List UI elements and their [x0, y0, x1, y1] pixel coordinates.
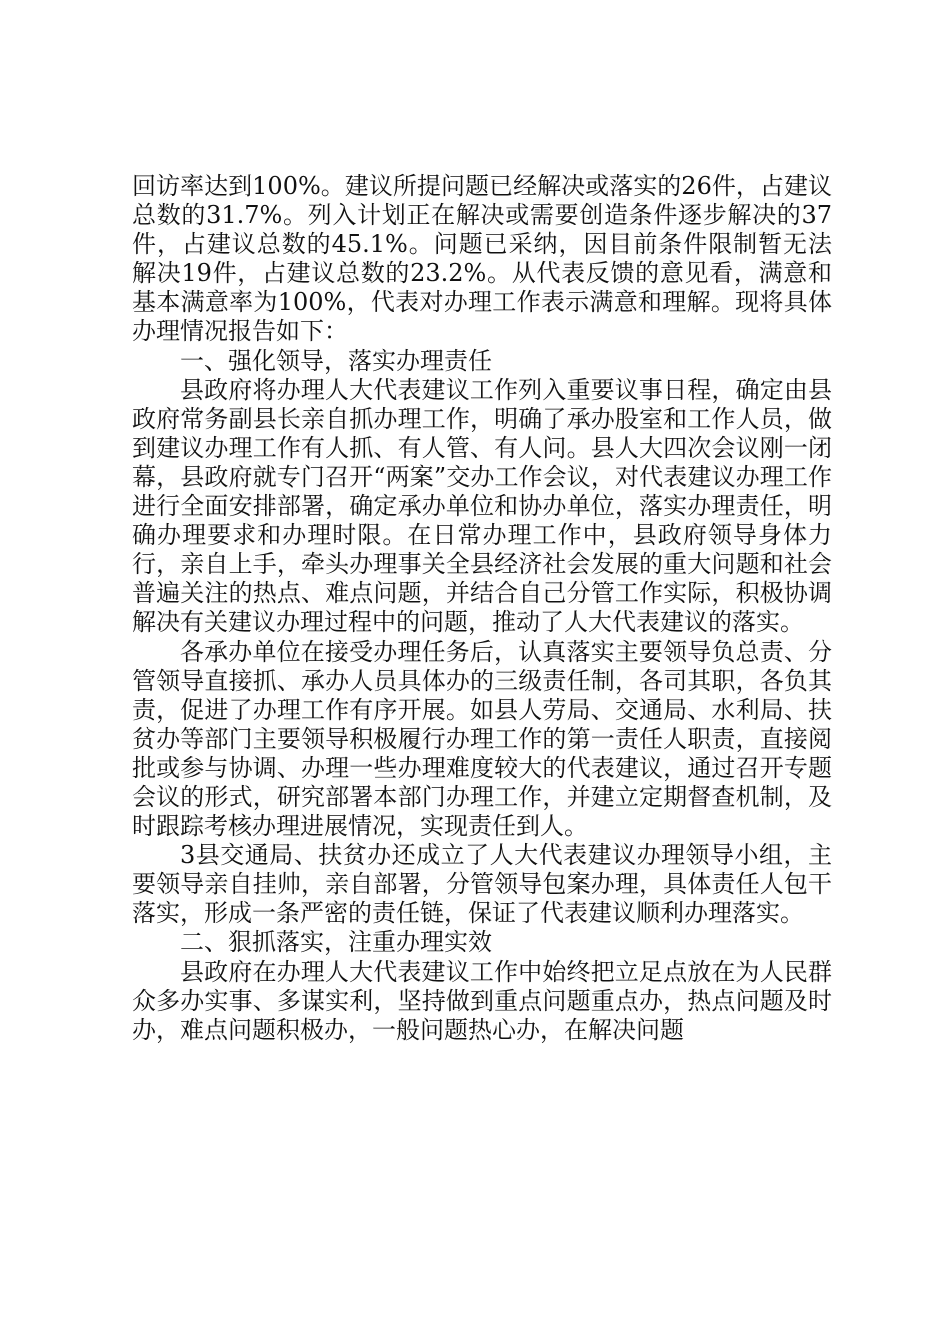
body-paragraph-4: 3县交通局、扶贫办还成立了人大代表建议办理领导小组，主要领导亲自挂帅，亲自部署，分管领导包案办理，具体责任人包干落实，形成一条严密的责任链，保证了代表建议顺利办理落实。 — [132, 841, 832, 928]
section-heading-2: 二、狠抓落实，注重办理实效 — [180, 928, 492, 957]
body-paragraph-5: 县政府在办理人大代表建议工作中始终把立足点放在为人民群众多办实事、多谋实利，坚持做到重点问题重点办，热点问题及时办，难点问题积极办，一般问题热心办，在解决问题 — [132, 957, 832, 1044]
body-paragraph-2: 县政府将办理人大代表建议工作列入重要议事日程，确定由县政府常务副县长亲自抓办理工作，明确了承办股室和工作人员，做到建议办理工作有人抓、有人管、有人问。县人大四次会议刚一闭幕，县政府就专门召开“两案”交办工作会议，对代表建议办理工作进行全面安排部署，确定承办单位和协办单位，落实办理责任，明确办理要求和办理时限。在日常办理工作中，县政府领导身体力行，亲自上手，牵头办理事关全县经济社会发展的重大问题和社会普遍关注的热点、难点问题，并结合自己分管工作实际，积极协调解决有关建议办理过程中的问题，推动了人大代表建议的落实。 — [132, 375, 832, 637]
body-paragraph-1: 回访率达到100%。建议所提问题已经解决或落实的26件，占建议总数的31.7%。列入计划正在解决或需要创造条件逐步解决的37件，占建议总数的45.1%。问题已采纳，因目前条件限制暂无法解决19件，占建议总数的23.2%。从代表反馈的意见看，满意和基本满意率为100%，代表对办理工作表示满意和理解。现将具体办理情况报告如下： — [132, 172, 832, 346]
document-body — [132, 172, 832, 1045]
section-heading-1: 一、强化领导，落实办理责任 — [180, 346, 492, 375]
body-paragraph-3: 各承办单位在接受办理任务后，认真落实主要领导负总责、分管领导直接抓、承办人员具体办的三级责任制，各司其职，各负其责，促进了办理工作有序开展。如县人劳局、交通局、水利局、扶贫办等部门主要领导积极履行办理工作的第一责任人职责，直接阅批或参与协调、办理一些办理难度较大的代表建议，通过召开专题会议的形式，研究部署本部门办理工作，并建立定期督查机制，及时跟踪考核办理进展情况，实现责任到人。 — [132, 637, 832, 841]
